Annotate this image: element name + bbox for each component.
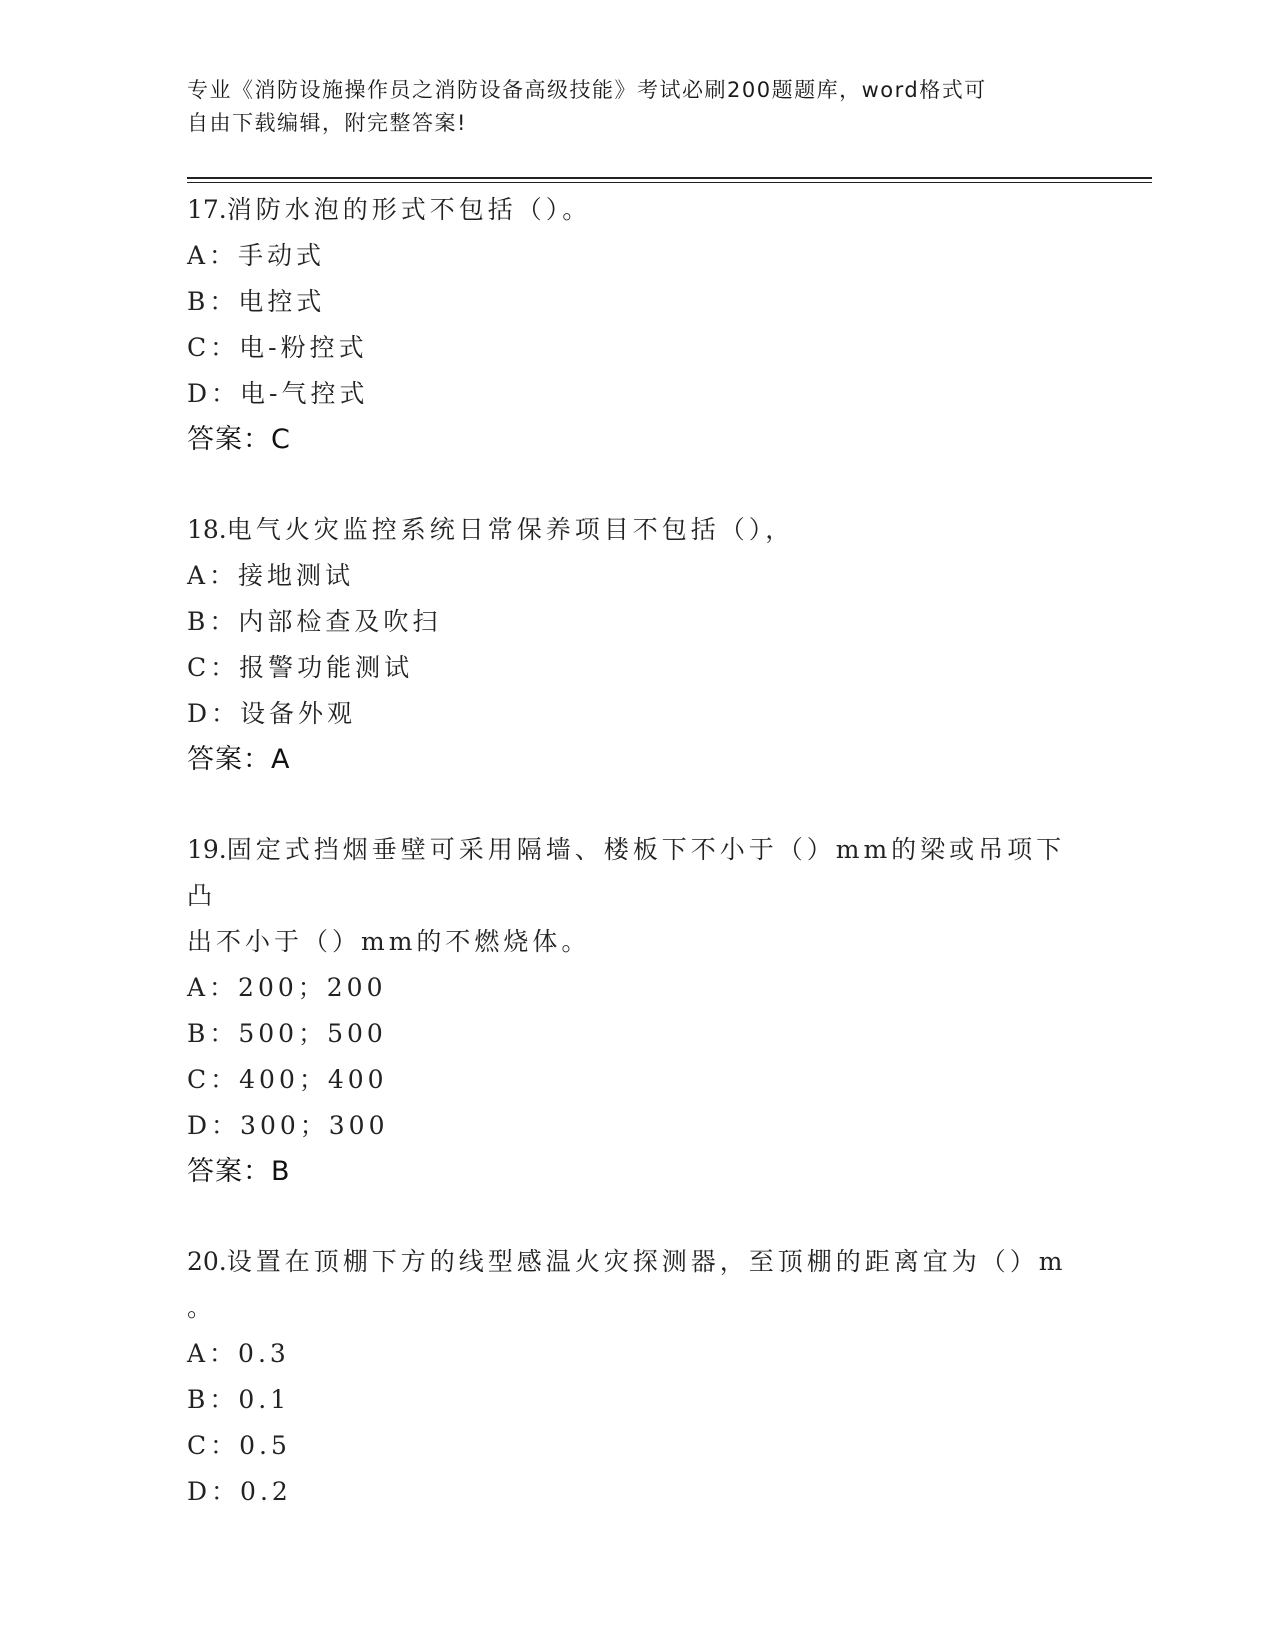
header-title-line-1: 专业《消防设施操作员之消防设备高级技能》考试必刷200题题库，word格式可 bbox=[187, 78, 987, 102]
header-divider-thin bbox=[187, 182, 1152, 183]
option-a: A：接地测试 bbox=[187, 561, 355, 590]
question-stem bbox=[187, 1239, 1087, 1285]
option-c: C：400；400 bbox=[187, 1065, 388, 1094]
option-a: A：200；200 bbox=[187, 973, 387, 1002]
option-d: D：设备外观 bbox=[187, 699, 357, 728]
question-stem bbox=[187, 827, 1087, 919]
header-divider-thick bbox=[187, 177, 1152, 179]
answer-line: 答案：C bbox=[187, 424, 291, 455]
question-text-line-2: 。 bbox=[187, 1293, 217, 1322]
answer-line: 答案：A bbox=[187, 744, 291, 775]
question-number: 18. bbox=[187, 515, 227, 544]
question-number: 19. bbox=[187, 835, 227, 864]
option-b: B：电控式 bbox=[187, 287, 326, 316]
question-stem bbox=[187, 507, 1087, 553]
question-text-line-1: 电气火灾监控系统日常保养项目不包括（）， bbox=[226, 515, 795, 544]
question-text-line-1: 固定式挡烟垂壁可采用隔墙、楼板下不小于（）mm的梁或吊项下凸 bbox=[187, 835, 1066, 910]
option-a: A：0.3 bbox=[187, 1339, 290, 1368]
option-a: A：手动式 bbox=[187, 241, 326, 270]
option-c: C：电-粉控式 bbox=[187, 333, 368, 362]
option-d: D：电-气控式 bbox=[187, 379, 369, 408]
document-header bbox=[187, 74, 1067, 140]
header-title-line-2: 自由下载编辑，附完整答案! bbox=[187, 111, 467, 135]
question-19 bbox=[187, 827, 1087, 1195]
option-b: B：0.1 bbox=[187, 1385, 291, 1414]
answer-line: 答案：B bbox=[187, 1156, 291, 1187]
question-text-line-1: 设置在顶棚下方的线型感温火灾探测器，至顶棚的距离宜为（）m bbox=[226, 1247, 1067, 1276]
question-text-line-2: 出不小于（）mm的不燃烧体。 bbox=[187, 927, 591, 956]
option-c: C：报警功能测试 bbox=[187, 653, 414, 682]
option-b: B：500；500 bbox=[187, 1019, 387, 1048]
option-d: D：0.2 bbox=[187, 1477, 292, 1506]
question-20 bbox=[187, 1239, 1087, 1515]
option-b: B：内部检查及吹扫 bbox=[187, 607, 442, 636]
question-stem bbox=[187, 187, 1087, 233]
question-number: 20. bbox=[187, 1247, 227, 1276]
option-c: C：0.5 bbox=[187, 1431, 291, 1460]
question-17 bbox=[187, 187, 1087, 463]
question-18 bbox=[187, 507, 1087, 783]
option-d: D：300；300 bbox=[187, 1111, 389, 1140]
question-number: 17. bbox=[187, 195, 227, 224]
question-text-line-1: 消防水泡的形式不包括（）。 bbox=[226, 195, 592, 224]
question-list bbox=[187, 187, 1087, 1559]
